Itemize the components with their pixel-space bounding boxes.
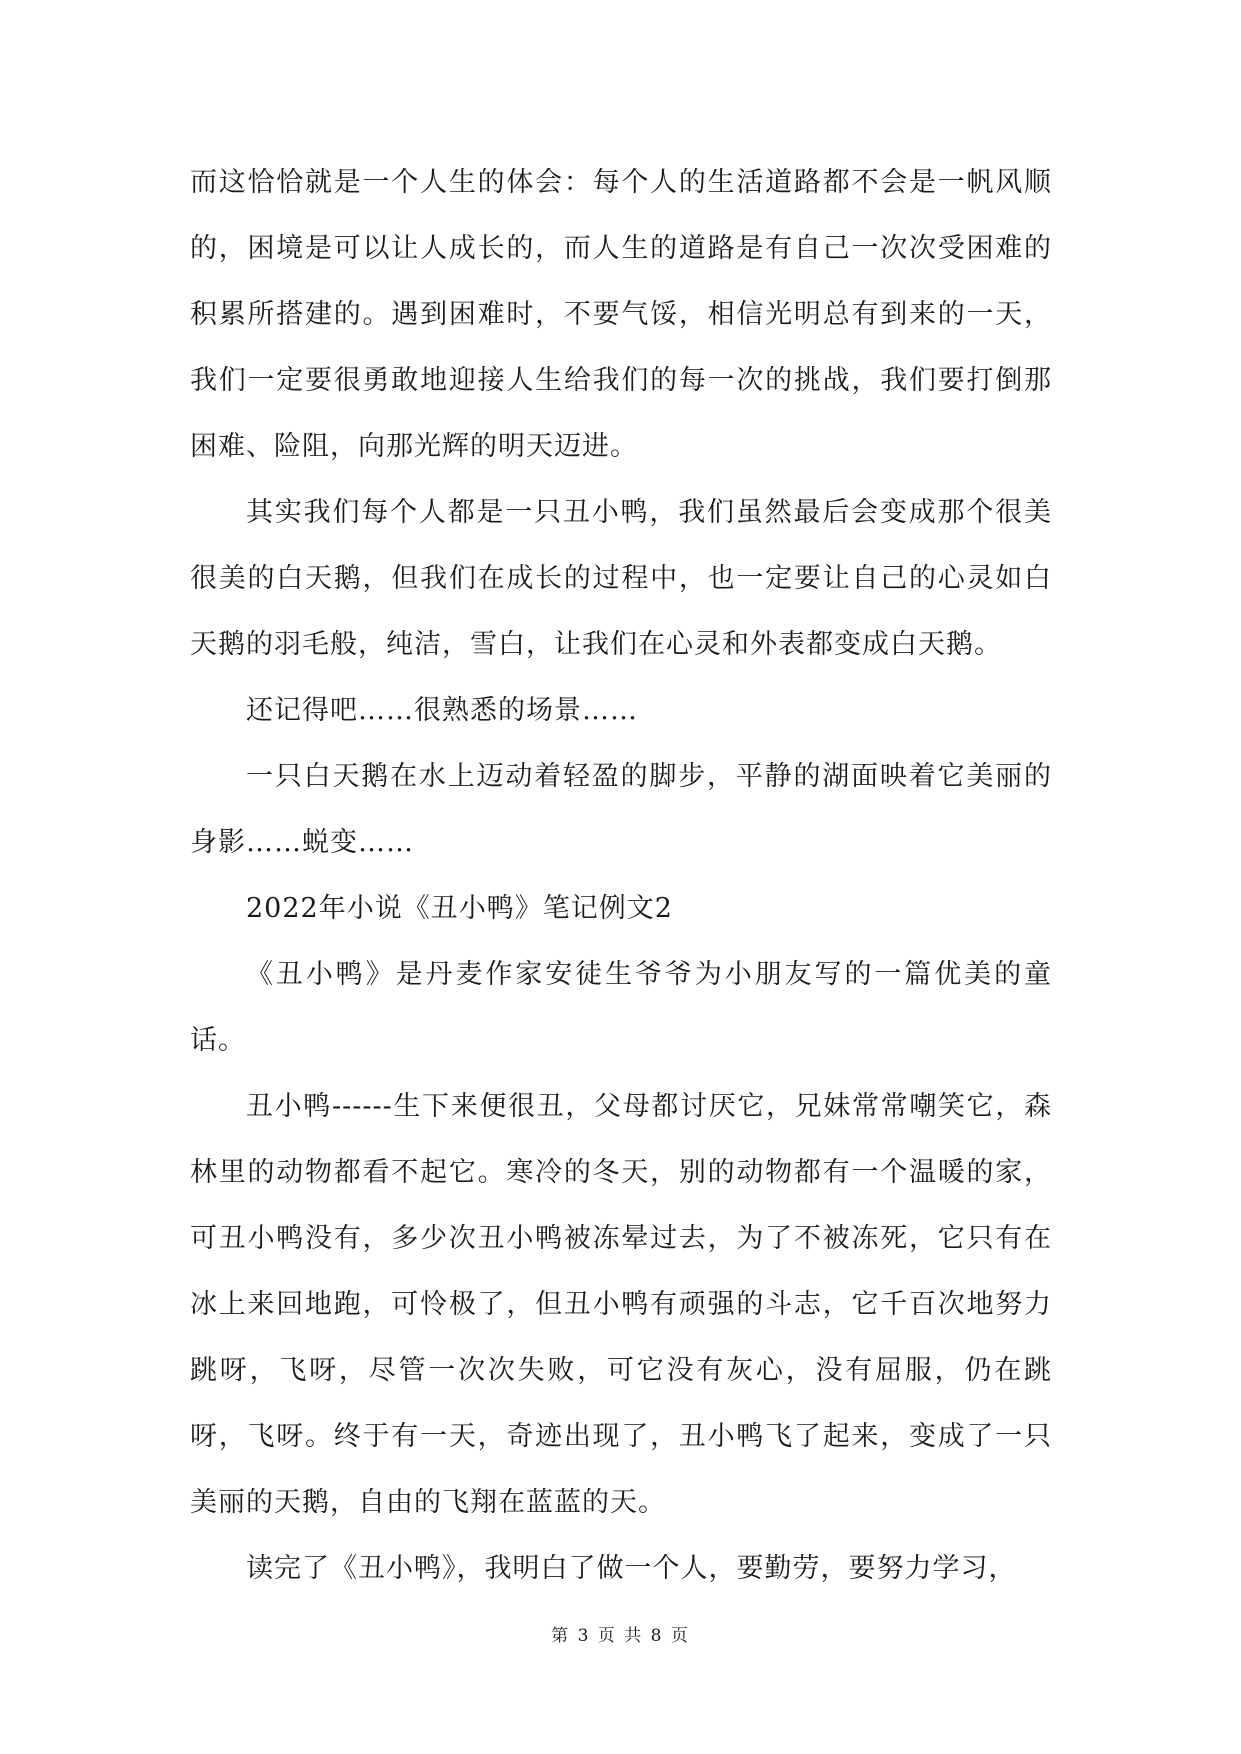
- paragraph: 《丑小鸭》是丹麦作家安徒生爷爷为小朋友写的一篇优美的童话。: [190, 959, 1052, 1056]
- paragraph: 丑小鸭------生下来便很丑，父母都讨厌它，兄妹常常嘲笑它，森林里的动物都看不起它。寒冷的冬天，别的动物都有一个温暖的家，可丑小鸭没有，多少次丑小鸭被冻晕过去，为了不被冻死，它只有在冰上来回地跑，可怜极了，但丑小鸭有顽强的斗志，它千百次地努力跳呀，飞呀，尽管一次次失败，可它没有灰心，没有屈服，仍在跳呀，飞呀。终于有一天，奇迹出现了，丑小鸭飞了起来，变成了一只美丽的天鹅，自由的飞翔在蓝蓝的天。: [190, 1091, 1052, 1518]
- paragraph: 而这恰恰就是一个人生的体会：每个人的生活道路都不会是一帆风顺的，困境是可以让人成长的，而人生的道路是有自己一次次受困难的积累所搭建的。遇到困难时，不要气馁，相信光明总有到来的一天，我们一定要很勇敢地迎接人生给我们的每一次的挑战，我们要打倒那困难、险阻，向那光辉的明天迈进。: [190, 167, 1052, 462]
- paragraph: 读完了《丑小鸭》，我明白了做一个人，要勤劳，要努力学习，: [246, 1553, 1017, 1584]
- page-number-footer: 第 3 页 共 8 页: [551, 1626, 690, 1646]
- paragraph: 其实我们每个人都是一只丑小鸭，我们虽然最后会变成那个很美很美的白天鹅，但我们在成长的过程中，也一定要让自己的心灵如白天鹅的羽毛般，纯洁，雪白，让我们在心灵和外表都变成白天鹅。: [190, 497, 1052, 660]
- section-heading: 2022年小说《丑小鸭》笔记例文2: [246, 893, 673, 924]
- paragraph: 还记得吧……很熟悉的场景……: [246, 695, 638, 726]
- document-body: [190, 150, 1052, 1602]
- paragraph: 一只白天鹅在水上迈动着轻盈的脚步，平静的湖面映着它美丽的身影……蜕变……: [190, 761, 1052, 858]
